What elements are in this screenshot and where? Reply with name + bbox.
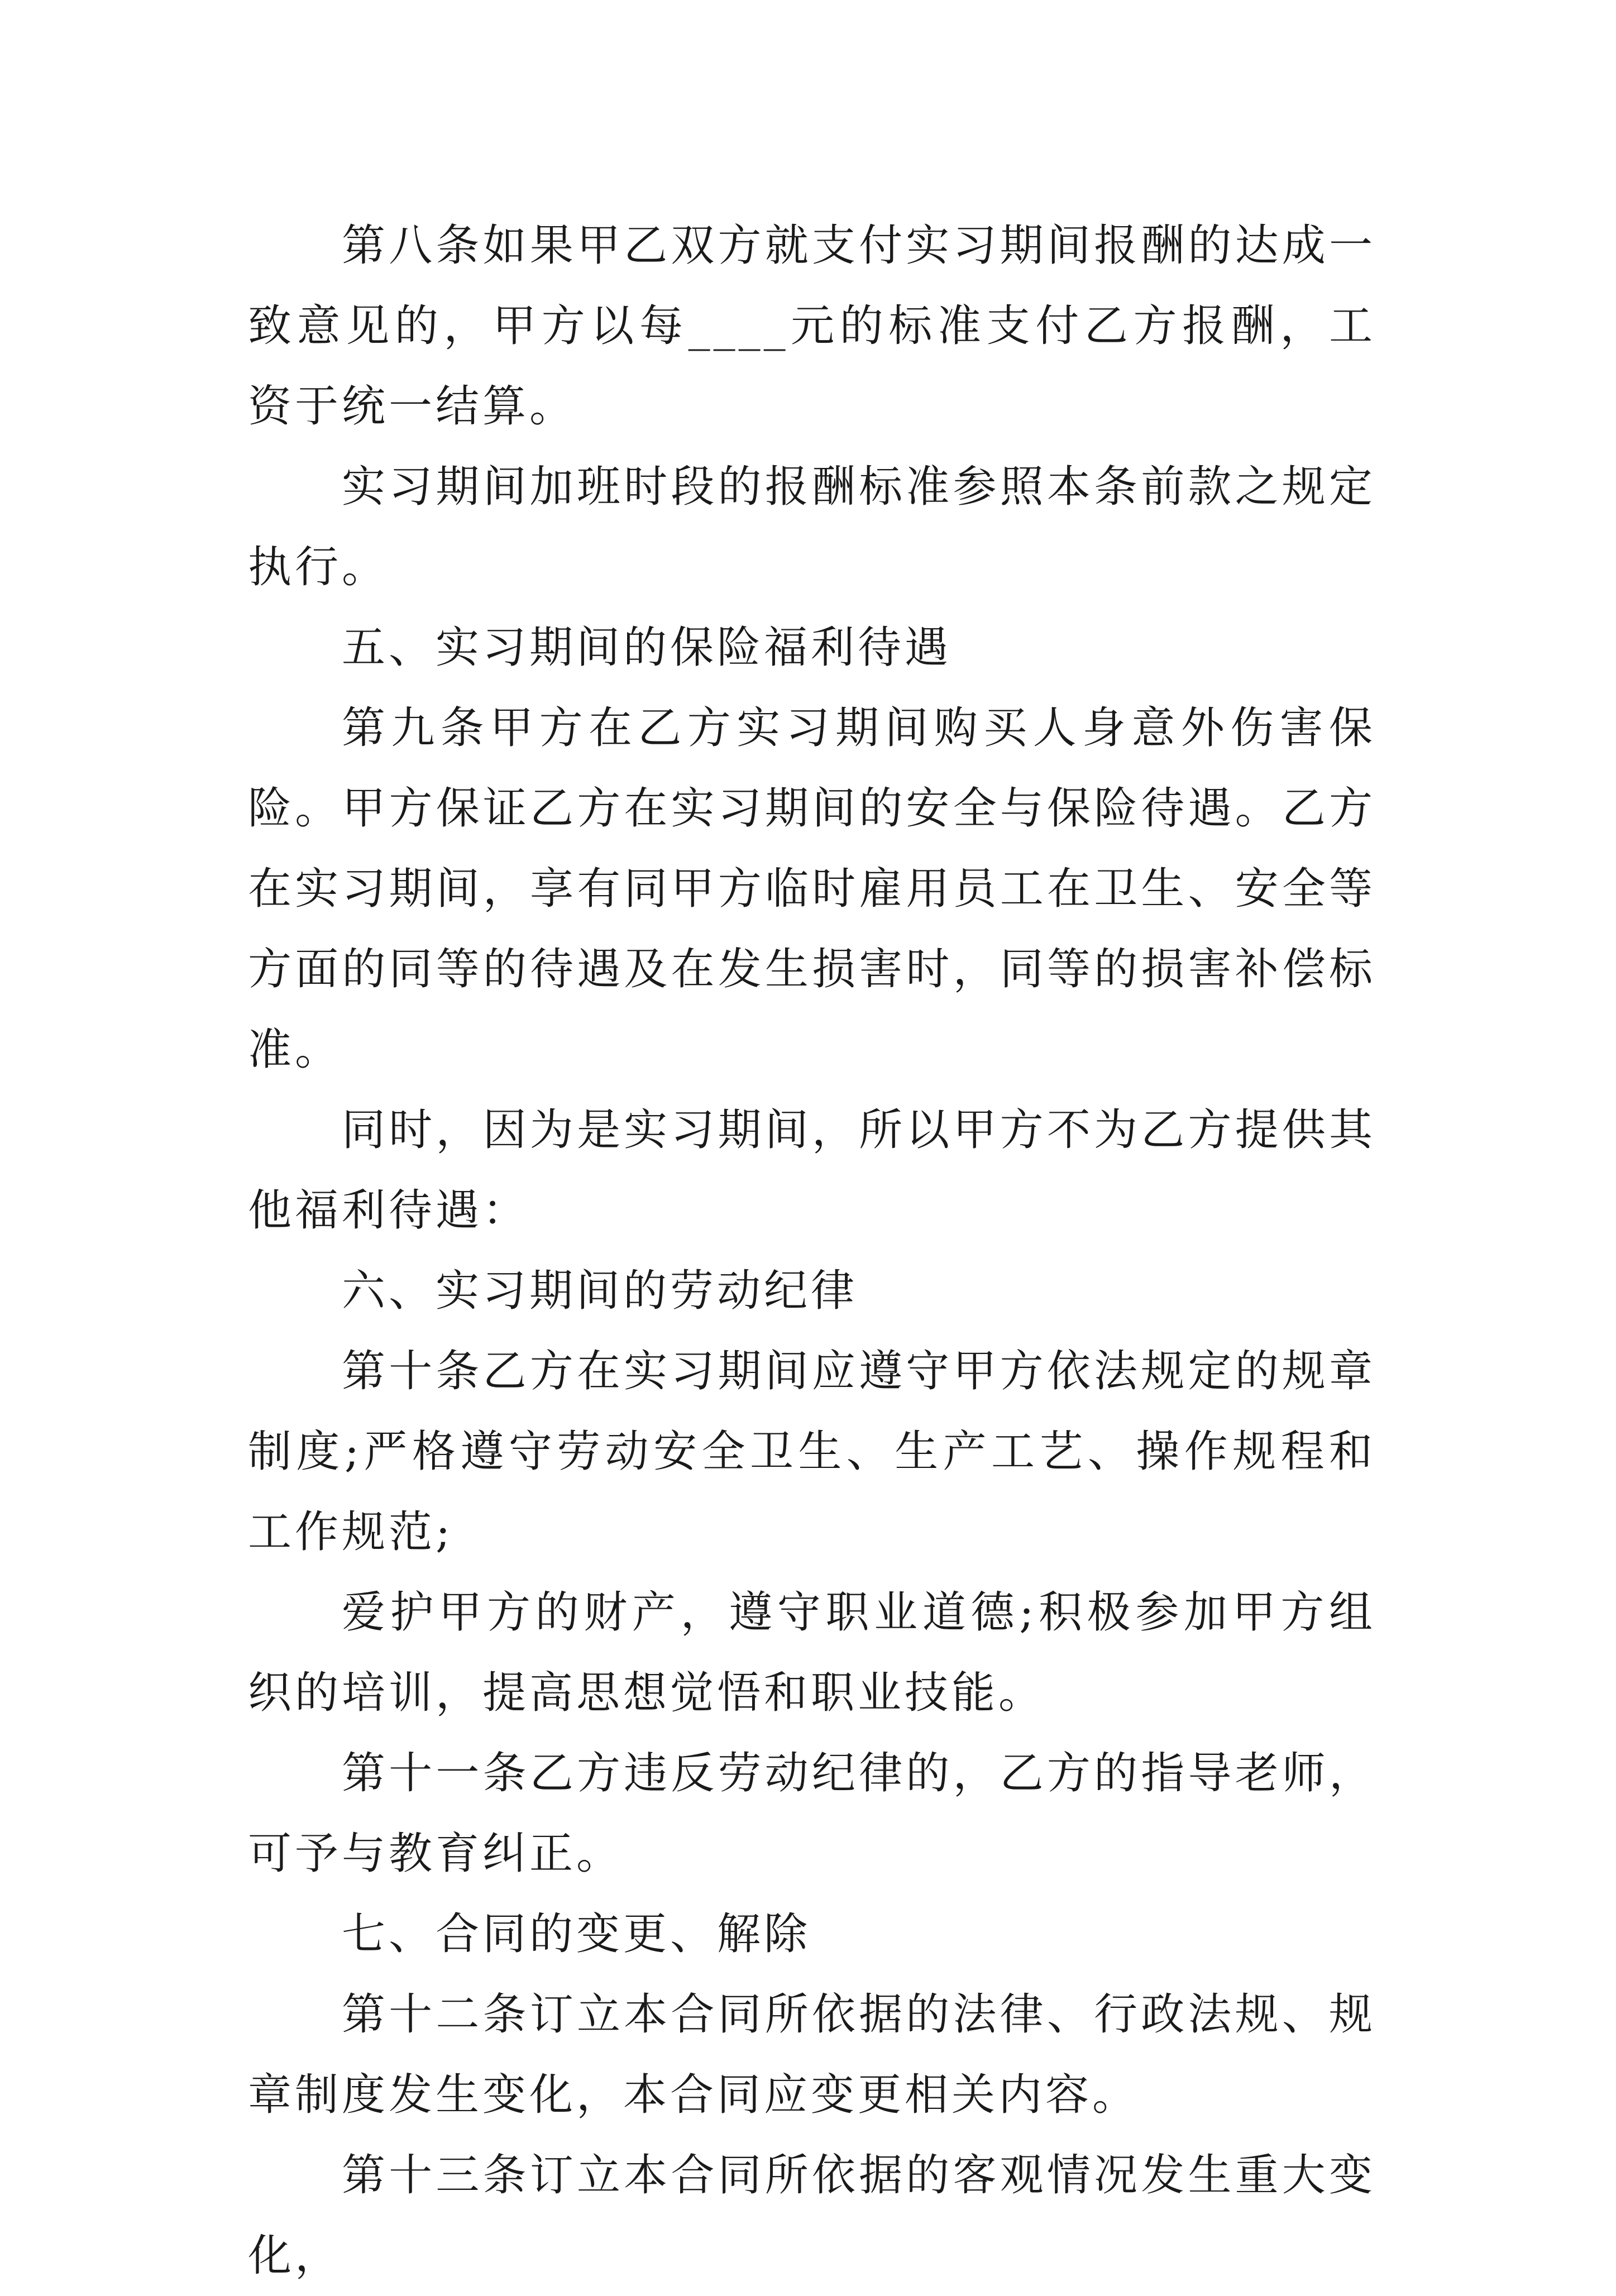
paragraph-protect-property: 爱护甲方的财产，遵守职业道德;积极参加甲方组织的培训，提高思想觉悟和职业技能。: [248, 1587, 1376, 1718]
paragraph-article-13: 第十三条订立本合同所依据的客观情况发生重大变化，: [248, 2150, 1376, 2281]
document-body: [248, 205, 1376, 2296]
section-heading-contract-change: 七、合同的变更、解除: [342, 1909, 811, 1959]
section-heading-labor-discipline: 六、实习期间的劳动纪律: [342, 1266, 858, 1316]
paragraph-article-9: 第九条甲方在乙方实习期间购买人身意外伤害保险。甲方保证乙方在实习期间的安全与保险待遇。乙方在实习期间，享有同甲方临时雇用员工在卫生、安全等方面的同等的待遇及在发生损害时，同等的损害补偿标准。: [248, 703, 1376, 1075]
paragraph-article-10: 第十条乙方在实习期间应遵守甲方依法规定的规章制度;严格遵守劳动安全卫生、生产工艺、操作规程和工作规范;: [248, 1346, 1376, 1557]
paragraph-no-other-benefits: 同时，因为是实习期间，所以甲方不为乙方提供其他福利待遇：: [248, 1105, 1376, 1236]
section-heading-insurance-benefits: 五、实习期间的保险福利待遇: [342, 623, 952, 673]
paragraph-article-12: 第十二条订立本合同所依据的法律、行政法规、规章制度发生变化，本合同应变更相关内容。: [248, 1989, 1376, 2120]
paragraph-article-11: 第十一条乙方违反劳动纪律的，乙方的指导老师，可予与教育纠正。: [248, 1748, 1376, 1879]
paragraph-overtime-pay: 实习期间加班时段的报酬标准参照本条前款之规定执行。: [248, 462, 1376, 592]
paragraph-article-8: 第八条如果甲乙双方就支付实习期间报酬的达成一致意见的，甲方以每____元的标准支付乙方报酬，工资于统一结算。: [248, 221, 1376, 432]
